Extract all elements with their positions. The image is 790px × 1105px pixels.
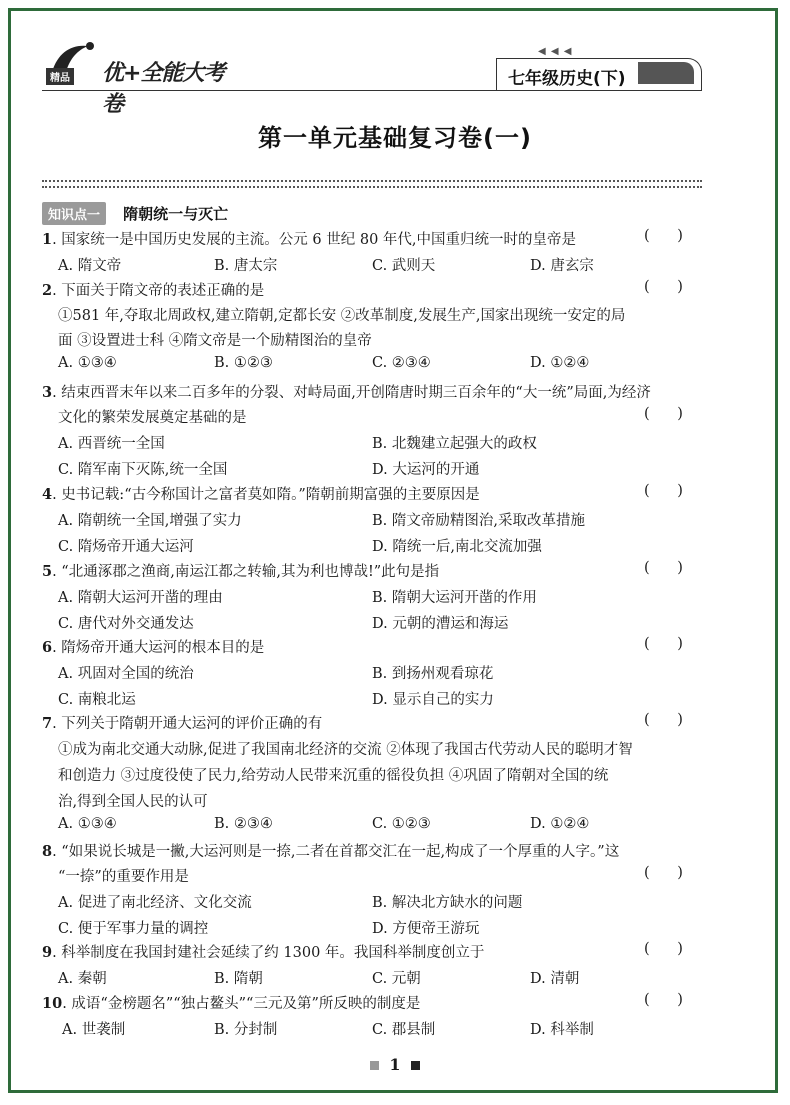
answer-blank[interactable]: ( ) xyxy=(644,406,683,422)
question-number: 2 xyxy=(42,282,53,299)
option-a[interactable]: A. 促进了南北经济、文化交流 xyxy=(58,895,252,911)
question-number: 8 xyxy=(42,843,53,860)
option-b[interactable]: B. 分封制 xyxy=(214,1022,278,1038)
option-c[interactable]: C. ②③④ xyxy=(372,355,431,371)
question-text: 3. 结束西晋末年以来二百多年的分裂、对峙局面,开创隋唐时期三百余年的“大一统”局面,为经济 xyxy=(42,384,651,401)
question-text: 10. 成语“金榜题名”“独占鳌头”“三元及第”所反映的制度是 xyxy=(42,995,421,1012)
question-text: 5. “北通涿郡之渔商,南运江都之转输,其为利也博哉!”此句是指 xyxy=(42,563,440,580)
grade-label: 七年级历史(下) xyxy=(508,69,626,89)
option-c[interactable]: C. 南粮北运 xyxy=(58,692,136,708)
option-c[interactable]: C. 郡县制 xyxy=(372,1022,436,1038)
option-c[interactable]: C. ①②③ xyxy=(372,816,431,832)
answer-blank[interactable]: ( ) xyxy=(644,712,683,728)
question-text-line: 治,得到全国人民的认可 xyxy=(58,794,208,810)
question-text-line: ①成为南北交通大动脉,促进了我国南北经济的交流 ②体现了我国古代劳动人民的聪明才智 xyxy=(58,742,633,758)
option-a[interactable]: A. 巩固对全国的统治 xyxy=(58,666,194,682)
question-text: 8. “如果说长城是一撇,大运河则是一捺,二者在首都交汇在一起,构成了一个厚重的人字。”这 xyxy=(42,843,620,860)
answer-blank[interactable]: ( ) xyxy=(644,483,683,499)
option-c[interactable]: C. 隋军南下灭陈,统一全国 xyxy=(58,462,228,478)
option-b[interactable]: B. ①②③ xyxy=(214,355,273,371)
option-b[interactable]: B. 隋朝 xyxy=(214,971,263,987)
brand-name: 优+全能大考卷 xyxy=(102,61,225,117)
option-d[interactable]: D. 元朝的漕运和海运 xyxy=(372,616,509,632)
footer-square-icon xyxy=(411,1061,420,1070)
title-divider-top xyxy=(42,180,702,182)
option-a[interactable]: A. 秦朝 xyxy=(58,971,107,987)
option-a[interactable]: A. 世袭制 xyxy=(62,1022,126,1038)
header-arrows: ◀ ◀ ◀ xyxy=(538,46,573,57)
option-b[interactable]: B. 唐太宗 xyxy=(214,258,278,274)
section-tag: 知识点一 xyxy=(42,202,106,225)
question-text-line: “一捺”的重要作用是 xyxy=(58,869,189,885)
option-d[interactable]: D. ①②④ xyxy=(530,816,590,832)
page-title: 第一单元基础复习卷(一) xyxy=(258,124,532,152)
section-heading xyxy=(42,202,228,224)
answer-blank[interactable]: ( ) xyxy=(644,228,683,244)
question-text: 2. 下面关于隋文帝的表述正确的是 xyxy=(42,282,265,299)
option-b[interactable]: B. ②③④ xyxy=(214,816,273,832)
question-text: 1. 国家统一是中国历史发展的主流。公元 6 世纪 80 年代,中国重归统一时的皇帝是 xyxy=(42,231,577,248)
answer-blank[interactable]: ( ) xyxy=(644,636,683,652)
question-text: 6. 隋炀帝开通大运河的根本目的是 xyxy=(42,639,265,656)
section-title: 隋朝统一与灭亡 xyxy=(123,205,229,223)
option-a[interactable]: A. 隋文帝 xyxy=(58,258,122,274)
option-a[interactable]: A. 隋朝大运河开凿的理由 xyxy=(58,590,223,606)
option-a[interactable]: A. 西晋统一全国 xyxy=(58,436,165,452)
title-divider-bottom xyxy=(42,186,702,188)
question-text-line: ①581 年,夺取北周政权,建立隋朝,定都长安 ②改革制度,发展生产,国家出现统一安定的局 xyxy=(58,308,626,324)
option-b[interactable]: B. 解决北方缺水的问题 xyxy=(372,895,523,911)
question-number: 1 xyxy=(42,231,53,248)
question-text-line: 和创造力 ③过度役使了民力,给劳动人民带来沉重的徭役负担 ④巩固了隋朝对全国的统 xyxy=(58,768,609,784)
option-d[interactable]: D. 科举制 xyxy=(530,1022,594,1038)
brand-sub: 精品 xyxy=(46,68,74,85)
question-number: 6 xyxy=(42,639,53,656)
question-number: 3 xyxy=(42,384,53,401)
page-number: 1 xyxy=(389,1055,401,1074)
option-d[interactable]: D. ①②④ xyxy=(530,355,590,371)
question-number: 9 xyxy=(42,944,53,961)
option-d[interactable]: D. 唐玄宗 xyxy=(530,258,594,274)
option-b[interactable]: B. 到扬州观看琼花 xyxy=(372,666,494,682)
option-c[interactable]: C. 唐代对外交通发达 xyxy=(58,616,194,632)
brand-logo xyxy=(42,38,242,117)
question-text: 7. 下列关于隋朝开通大运河的评价正确的有 xyxy=(42,715,323,732)
option-d[interactable]: D. 方便帝王游玩 xyxy=(372,921,480,937)
question-number: 7 xyxy=(42,715,53,732)
question-text: 4. 史书记载:“古今称国计之富者莫如隋。”隋朝前期富强的主要原因是 xyxy=(42,486,480,503)
option-c[interactable]: C. 武则天 xyxy=(372,258,436,274)
option-b[interactable]: B. 隋文帝励精图治,采取改革措施 xyxy=(372,513,585,529)
question-text-line: 面 ③设置进士科 ④隋文帝是一个励精图治的皇帝 xyxy=(58,333,372,349)
page-footer xyxy=(0,1055,790,1074)
footer-square-icon xyxy=(370,1061,379,1070)
option-c[interactable]: C. 元朝 xyxy=(372,971,421,987)
header-rule xyxy=(42,90,702,91)
option-a[interactable]: A. 隋朝统一全国,增强了实力 xyxy=(58,513,242,529)
option-c[interactable]: C. 隋炀帝开通大运河 xyxy=(58,539,194,555)
question-text-line: 文化的繁荣发展奠定基础的是 xyxy=(58,410,247,426)
option-a[interactable]: A. ①③④ xyxy=(58,355,117,371)
option-d[interactable]: D. 隋统一后,南北交流加强 xyxy=(372,539,542,555)
option-b[interactable]: B. 隋朝大运河开凿的作用 xyxy=(372,590,537,606)
answer-blank[interactable]: ( ) xyxy=(644,865,683,881)
answer-blank[interactable]: ( ) xyxy=(644,560,683,576)
option-b[interactable]: B. 北魏建立起强大的政权 xyxy=(372,436,537,452)
question-number: 5 xyxy=(42,563,53,580)
question-text: 9. 科举制度在我国封建社会延续了约 1300 年。我国科举制度创立于 xyxy=(42,944,485,961)
option-a[interactable]: A. ①③④ xyxy=(58,816,117,832)
option-d[interactable]: D. 清朝 xyxy=(530,971,580,987)
answer-blank[interactable]: ( ) xyxy=(644,992,683,1008)
grade-box-fill xyxy=(638,62,694,84)
option-d[interactable]: D. 大运河的开通 xyxy=(372,462,480,478)
option-d[interactable]: D. 显示自己的实力 xyxy=(372,692,494,708)
question-number: 10 xyxy=(42,995,63,1012)
question-number: 4 xyxy=(42,486,53,503)
option-c[interactable]: C. 便于军事力量的调控 xyxy=(58,921,209,937)
answer-blank[interactable]: ( ) xyxy=(644,941,683,957)
answer-blank[interactable]: ( ) xyxy=(644,279,683,295)
